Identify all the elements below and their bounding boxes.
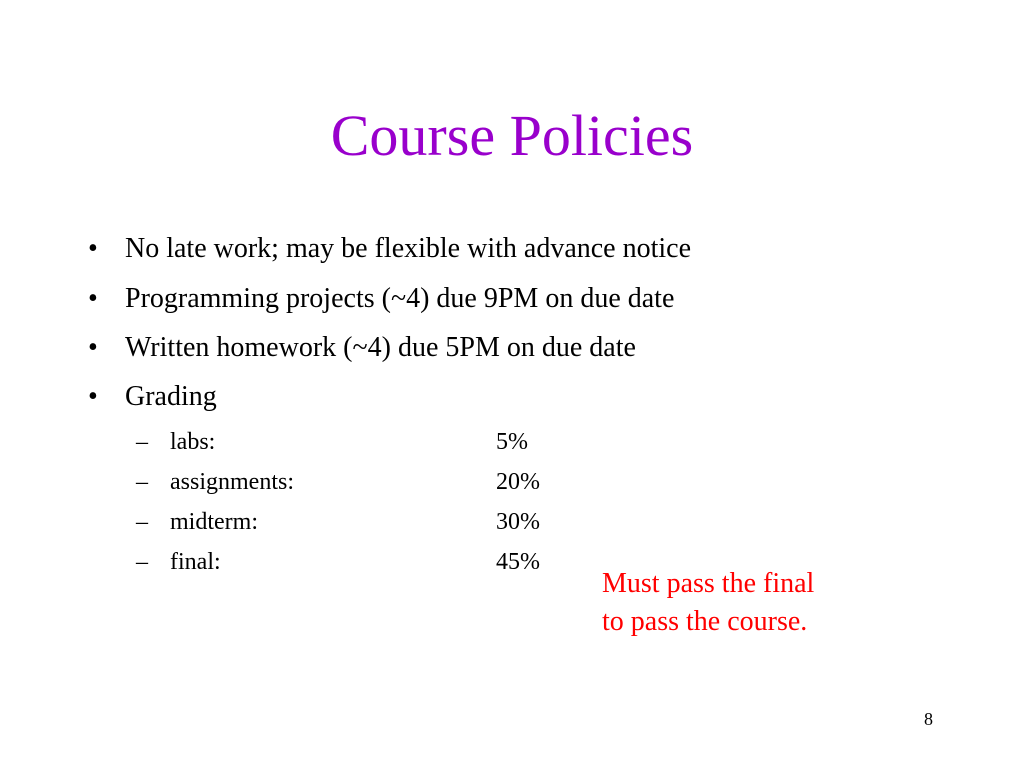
grading-value: 45% — [496, 549, 540, 575]
grading-value: 5% — [496, 429, 528, 455]
sub-marker: – — [136, 509, 148, 535]
bullet-item — [88, 380, 217, 414]
bullet-item — [88, 331, 636, 365]
grading-label: final: — [170, 549, 221, 575]
grading-label: labs: — [170, 429, 216, 455]
slide-title: Course Policies — [330, 103, 694, 168]
bullet-marker: • — [88, 283, 98, 314]
grading-label: assignments: — [170, 469, 294, 495]
grading-value: 30% — [496, 509, 540, 535]
bullet-item — [88, 282, 674, 316]
sub-marker: – — [136, 469, 148, 495]
bullet-text: Written homework (~4) due 5PM on due date — [125, 332, 636, 363]
grading-label: midterm: — [170, 509, 258, 535]
bullet-item — [88, 232, 691, 266]
note-line: Must pass the final — [602, 568, 815, 599]
page-number: 8 — [924, 709, 933, 729]
sub-marker: – — [136, 429, 148, 455]
sub-marker: – — [136, 549, 148, 575]
bullet-text: Programming projects (~4) due 9PM on due date — [125, 283, 675, 314]
bullet-marker: • — [88, 381, 98, 412]
bullet-text: No late work; may be flexible with advance notice — [125, 233, 692, 264]
grading-value: 20% — [496, 469, 540, 495]
bullet-marker: • — [88, 233, 98, 264]
pass-final-note — [602, 565, 814, 641]
bullet-text: Grading — [125, 381, 217, 412]
bullet-marker: • — [88, 332, 98, 363]
note-line: to pass the course. — [602, 606, 808, 637]
